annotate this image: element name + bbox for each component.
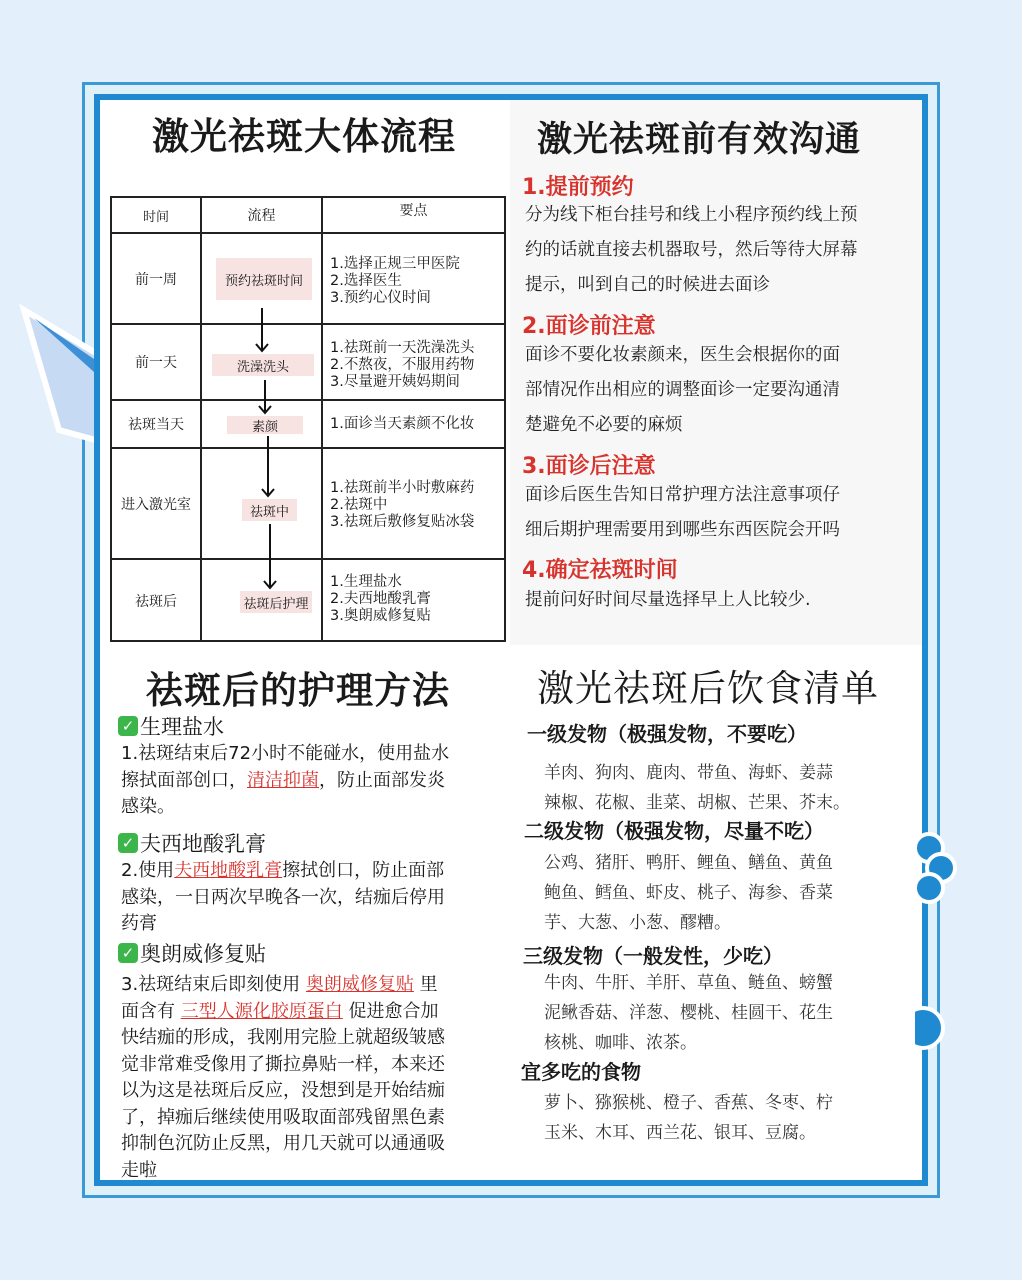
comm-body (525, 583, 811, 618)
text-line: 药膏 (121, 913, 157, 934)
step-box: 祛斑中 (242, 499, 297, 521)
text-line: 快结痂的形成，我刚用完脸上就超级皱感 (121, 1027, 445, 1048)
diet-heading: 三级发物（一般发性，少吃） (523, 944, 783, 968)
text-line: 鲍鱼、鳕鱼、虾皮、桃子、海参、香菜 (544, 883, 833, 903)
highlight-text: 清洁抑菌 (247, 769, 319, 791)
text-line (118, 999, 498, 1026)
diet-list (544, 758, 850, 818)
highlight-text: 三型人源化胶原蛋白 (180, 1000, 343, 1022)
keypoint: 3.祛斑后敷修复贴冰袋 (330, 514, 475, 530)
step-box: 素颜 (227, 416, 303, 434)
text-line: 了，掉痂后继续使用吸取面部残留黑色素 (121, 1106, 445, 1128)
communication-title: 激光祛斑前有效沟通 (537, 120, 862, 160)
keypoint: 1.选择正规三甲医院 (330, 256, 460, 272)
comm-body (525, 198, 858, 303)
keypoint: 2.祛斑中 (330, 497, 388, 513)
text-line: 感染。 (121, 796, 175, 817)
keypoint: 1.祛斑前半小时敷麻药 (330, 480, 475, 496)
care-heading: 奥朗威修复贴 (140, 942, 266, 966)
text-line: 以为这是祛斑后反应，没想到是开始结痂 (121, 1080, 445, 1101)
text-line: 辣椒、花椒、韭菜、胡椒、芒果、芥末。 (544, 793, 850, 813)
text-line: 萝卜、猕猴桃、橙子、香蕉、冬枣、柠 (544, 1093, 833, 1113)
keypoint: 2.夫西地酸乳膏 (330, 591, 431, 607)
flow-table (110, 196, 506, 642)
keypoint: 1.面诊当天素颜不化妆 (330, 416, 475, 432)
keypoints-list (330, 256, 460, 307)
care-heading: 生理盐水 (140, 715, 224, 739)
care-item (118, 828, 498, 938)
checkmark-icon: ✓ (118, 943, 138, 963)
text-line: 提前问好时间尽量选择早上人比较少. (525, 590, 811, 610)
checkmark-icon: ✓ (118, 716, 138, 736)
text-line (118, 858, 498, 885)
checkmark-icon: ✓ (118, 833, 138, 853)
text-line: 1.祛斑结束后72小时不能碰水，使用盐水 (121, 743, 450, 764)
care-item (118, 711, 498, 821)
text-line: 分为线下柜台挂号和线上小程序预约线上预 (525, 205, 858, 225)
diet-list (544, 1088, 833, 1148)
text-line: 部情况作出相应的调整面诊一定要沟通清 (525, 380, 840, 400)
text-line: 芋、大葱、小葱、醪糟。 (544, 913, 731, 933)
text-line: 提示，叫到自己的时候进去面诊 (525, 275, 770, 295)
comm-heading: 3.面诊后注意 (522, 454, 656, 479)
diet-heading: 一级发物（极强发物，不要吃） (527, 722, 807, 746)
comm-body (525, 338, 840, 443)
comm-heading: 2.面诊前注意 (522, 314, 656, 339)
text-line: 玉米、木耳、西兰花、银耳、豆腐。 (544, 1123, 816, 1143)
text-line (118, 768, 498, 795)
step-box: 预约祛斑时间 (216, 258, 312, 300)
keypoint: 2.选择医生 (330, 273, 402, 289)
step-box: 祛斑后护理 (240, 591, 312, 613)
text: ，防止面部发炎 (319, 769, 445, 791)
keypoint: 1.祛斑前一天洗澡洗头 (330, 340, 475, 356)
text-line: 觉非常难受像用了撕拉鼻贴一样，本来还 (121, 1053, 445, 1075)
keypoints-list (330, 574, 431, 625)
text-line: 感染，一日两次早晚各一次，结痂后停用 (121, 886, 445, 908)
care-heading: 夫西地酸乳膏 (140, 832, 266, 856)
diet-title: 激光祛斑后饮食清单 (537, 667, 879, 710)
keypoints-list (330, 416, 474, 433)
text-line: 走啦 (121, 1159, 157, 1181)
text: 促进愈合加 (342, 1000, 439, 1022)
highlight-text: 夫西地酸乳膏 (174, 860, 283, 881)
diet-heading: 二级发物（极强发物，尽量不吃） (524, 819, 824, 843)
row-time: 进入激光室 (121, 496, 191, 513)
text-line: 公鸡、猪肝、鸭肝、鲤鱼、鳝鱼、黄鱼 (544, 853, 833, 873)
keypoints-list (330, 480, 474, 531)
text: 擦拭面部创口， (121, 769, 247, 791)
text-line: 牛肉、牛肝、羊肝、草鱼、鲢鱼、螃蟹 (544, 973, 833, 993)
text-line: 约的话就直接去机器取号，然后等待大屏幕 (525, 240, 858, 260)
diet-heading: 宜多吃的食物 (521, 1060, 641, 1084)
keypoint: 3.预约心仪时间 (330, 290, 431, 306)
text: 2.使用 (121, 860, 175, 881)
highlight-text: 奥朗威修复贴 (305, 974, 414, 995)
diet-list (544, 968, 833, 1058)
text-line: 核桃、咖啡、浓茶。 (544, 1033, 697, 1053)
header-time: 时间 (142, 209, 169, 225)
text-line: 羊肉、狗肉、鹿肉、带鱼、海虾、姜蒜 (544, 763, 833, 783)
comm-body (525, 478, 840, 548)
row-time: 前一周 (135, 271, 177, 288)
text-line: 细后期护理需要用到哪些东西医院会开吗 (525, 520, 840, 540)
text-line: 面诊不要化妆素颜来，医生会根据你的面 (525, 345, 840, 365)
care-title: 祛斑后的护理方法 (146, 669, 450, 712)
text-line: 楚避免不必要的麻烦 (525, 415, 683, 435)
keypoint: 2.不熬夜，不服用药物 (330, 357, 475, 373)
flower-decoration-icon (915, 1000, 955, 1060)
row-time: 祛斑后 (135, 594, 177, 610)
keypoints-list (330, 340, 474, 391)
step-box: 洗澡洗头 (212, 354, 314, 376)
flow-title: 激光祛斑大体流程 (152, 115, 456, 158)
row-time: 祛斑当天 (128, 417, 184, 433)
keypoint: 3.尽量避开姨妈期间 (330, 374, 460, 390)
flower-decoration-icon (915, 828, 965, 908)
header-process: 流程 (247, 208, 276, 224)
text-line: 抑制色沉防止反黑，用几天就可以通通吸 (121, 1133, 445, 1154)
header-keypoints: 要点 (399, 203, 428, 219)
keypoint: 1.生理盐水 (330, 574, 402, 590)
text-line: 泥鳅香菇、洋葱、樱桃、桂圆干、花生 (544, 1003, 833, 1023)
text: 面含有 (121, 1000, 181, 1022)
text: 擦拭创口，防止面部 (282, 860, 445, 881)
text-line (118, 972, 498, 999)
text: 里 (413, 974, 438, 995)
comm-heading: 1.提前预约 (522, 175, 634, 200)
keypoint: 3.奥朗威修复贴 (330, 608, 431, 624)
text-line: 面诊后医生告知日常护理方法注意事项仔 (525, 485, 840, 505)
text: 3.祛斑结束后即刻使用 (121, 974, 306, 995)
row-time: 前一天 (135, 355, 177, 371)
comm-heading: 4.确定祛斑时间 (522, 558, 678, 583)
diet-list (544, 848, 833, 938)
care-item (118, 938, 498, 1184)
